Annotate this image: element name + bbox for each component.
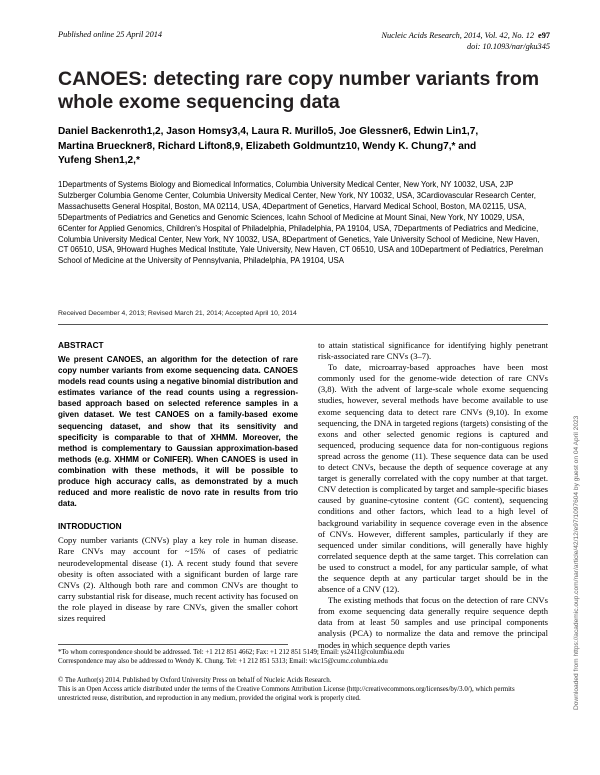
copyright-line: © The Author(s) 2014. Published by Oxford University Press on behalf of Nucleic Acids Research.: [58, 677, 332, 684]
abstract-heading: ABSTRACT: [58, 340, 104, 350]
abstract-text: We present CANOES, an algorithm for the detection of rare copy number variants from exome sequencing data. CANOES models read counts using a negative binomial distribution and estimates variance of the read counts using a regression-based approach based on selected reference samples in a given dataset. We test CANOES on a family-based exome sequencing dataset, and show that its sensitivity and specificity is comparable to that of XHMM. Moreover, the method is complementary to Gaussian approximation-based methods (e.g. XHMM or CoNIFER). When CANOES is used in combination with these methods, it will be possible to produce high accuracy calls, as demonstrated by a much reduced and more realistic de novo rate in results from trio data.: [58, 355, 298, 509]
header-divider: [58, 324, 548, 325]
journal-header: [381, 30, 550, 52]
introduction-text: Copy number variants (CNVs) play a key role in human disease. Rare CNVs may account for ~15% of cases of pediatric neurodevelopmental disease (1). A recent study found that severe obesity is often associated with a significant burden of large rare CNVs (2). Although both rare and common CNVs are thought to carry substantial risk for disease, much recent activity has focused on the role played in disease by rare CNVs, given the smaller cohort sizes required: [58, 535, 298, 623]
author-list: [58, 125, 548, 169]
received-dates: Received December 4, 2013; Revised March 21, 2014; Accepted April 10, 2014: [58, 310, 297, 317]
authors-line-1: Daniel Backenroth1,2, Jason Homsy3,4, Laura R. Murillo5, Joe Glessner6, Edwin Lin1,7,: [58, 126, 479, 137]
copyright-block: [58, 676, 548, 703]
journal-citation: Nucleic Acids Research, 2014, Vol. 42, No. 12: [381, 31, 535, 40]
page-number: e97: [538, 31, 550, 40]
doi[interactable]: doi: 10.1093/nar/gku345: [467, 42, 550, 51]
left-column: [58, 340, 298, 624]
authors-line-3: Yufeng Shen1,2,*: [58, 155, 140, 166]
introduction-heading: INTRODUCTION: [58, 521, 122, 532]
secondary-correspondence: Correspondence may also be addressed to Wendy K. Chung. Tel: +1 212 851 5313; Email: wkc15@cumc.columbia.edu: [58, 658, 388, 665]
download-watermark-text: Downloaded from https://academic.oup.com/nar/article/42/12/e97/1097604 by guest on 04 April 2023: [573, 415, 580, 710]
right-paragraph-3: The existing methods that focus on the detection of rare CNVs from exome sequencing data generally require sequence depth data from at least 50 samples and use principal components analysis (PCA) to normalize the data and remove the principal modes in which sequence depth varies: [318, 595, 548, 650]
authors-line-2: Martina Brueckner8, Richard Lifton8,9, Elizabeth Goldmuntz10, Wendy K. Chung7,* and: [58, 140, 477, 152]
download-watermark: [573, 90, 583, 710]
published-date: Published online 25 April 2014: [58, 30, 163, 39]
article-title: CANOES: detecting rare copy number variants from whole exome sequencing data: [58, 68, 540, 113]
right-column: [318, 340, 548, 651]
license-statement: This is an Open Access article distributed under the terms of the Creative Commons Attribution License (http://creativecommons.org/licenses/by/3.0/), which permits unrestricted reuse, distribution, and reproduction in any medium, provided the original work is properly cited.: [58, 686, 515, 702]
correspondence-footnote: *To whom correspondence should be addressed. Tel: +1 212 851 4662; Fax: +1 212 851 5149; Email: ys2411@columbia.edu: [58, 649, 404, 656]
right-paragraph-2: To date, microarray-based approaches have been most commonly used for the genome-wide detection of rare CNVs (3,8). With the advent of large-scale whole exome sequencing studies, however, several methods have become available to use exome sequencing data to detect rare CNVs (9,10). In exome sequencing, the DNA in targeted regions (targets) consisting of the exons and other selected genomic regions is captured and sequenced, producing sequence data for non-contiguous regions spread across the genome (11). These sequence data can be used to detect CNVs, because the depth of sequence coverage at any target is generally correlated with the copy number at that target. CNV detection is complicated by target and sample-specific biases caused by guanine-cytosine content (GC content), sequencing conditions and other factors, which lead to a high level of background variability in sequence coverage even in the absence of CNVs. However, different samples, particularly if they are sequenced under similar conditions, will generally have highly correlated sequence depth at the same target. This correlation can be used to construct a model, for any particular sample, of what the sequence depth at any particular target should be in the absence of a CNV (12).: [318, 362, 548, 595]
affiliations: 1Departments of Systems Biology and Biomedical Informatics, Columbia University Medical Center, New York, NY 10032, USA, 2JP Sulzberger Columbia Genome Center, Columbia University Medical Center, New York, NY 10032, USA, 3Cardiovascular Research Center, Massachusetts General Hospital, Boston, MA 02114, USA, 4Department of Genetics, Harvard Medical School, Boston, MA 02115, USA, 5Departments of Pediatrics and Genetics and Genomic Sciences, Icahn School of Medicine at Mount Sinai, New York, NY 10029, USA, 6Center for Applied Genomics, Children's Hospital of Philadelphia, Philadelphia, PA 19104, USA, 7Departments of Pediatrics and Medicine, Columbia University Medical Center, New York, NY 10032, USA, 8Department of Genetics, Yale University School of Medicine, New Haven, CT 06510, USA, 9Howard Hughes Medical Institute, Yale University, New Haven, CT 06510, USA and 10Department of Pediatrics, Perelman School of Medicine at the University of Pennsylvania, Philadelphia, PA 19104, USA: [58, 180, 544, 266]
footnotes: [58, 648, 548, 666]
right-paragraph-1: to attain statistical significance for identifying highly penetrant risk-associated rare CNVs (3–7).: [318, 340, 548, 362]
footnote-divider: [58, 644, 288, 645]
